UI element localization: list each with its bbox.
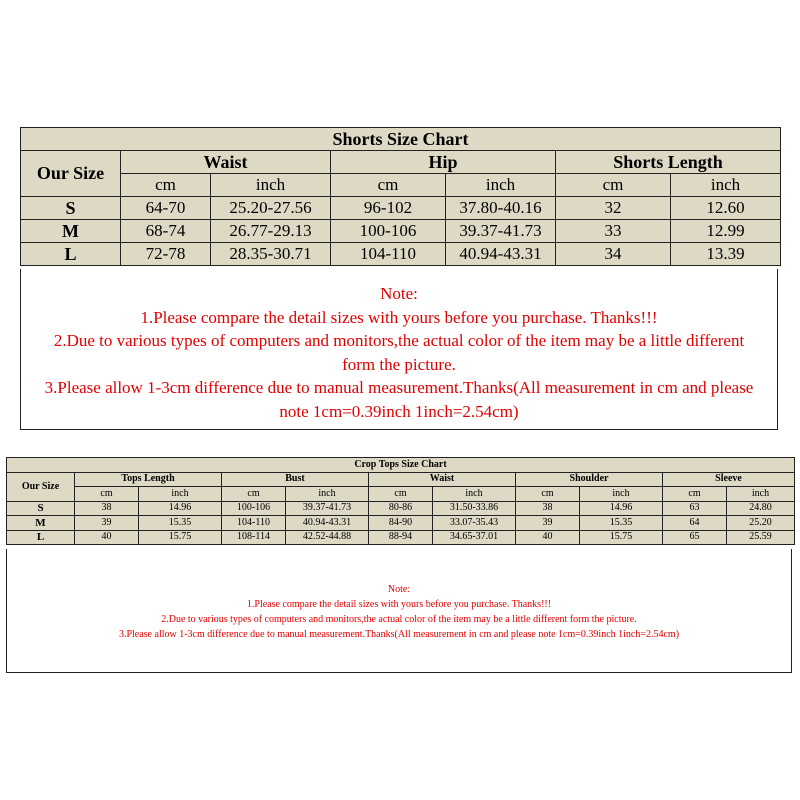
shoulder-header: Shoulder [516, 472, 663, 487]
table-cell: 63 [663, 501, 727, 516]
shorts-length-header: Shorts Length [556, 151, 781, 174]
table-cell: 37.80-40.16 [446, 197, 556, 220]
note-line: 3.Please allow 1-3cm difference due to manual measurement.Thanks(All measurement in cm and please note 1cm=0.39inch 1inch=2.54cm) [118, 629, 680, 640]
table-row [7, 501, 795, 516]
crop-note-box [6, 549, 792, 673]
unit-header: inch [671, 174, 781, 197]
size-label: S [21, 197, 121, 220]
note-heading: Note: [380, 284, 418, 303]
table-cell: 25.59 [727, 530, 795, 545]
table-cell: 88-94 [369, 530, 433, 545]
table-cell: 38 [75, 501, 139, 516]
unit-header: inch [580, 487, 663, 502]
table-row [21, 220, 781, 243]
table-cell: 14.96 [139, 501, 222, 516]
waist-header: Waist [369, 472, 516, 487]
hip-header: Hip [331, 151, 556, 174]
crop-tops-size-table [6, 457, 795, 545]
bust-header: Bust [222, 472, 369, 487]
table-cell: 104-110 [222, 516, 286, 531]
unit-header: cm [331, 174, 446, 197]
table-cell: 64-70 [121, 197, 211, 220]
sleeve-header: Sleeve [663, 472, 795, 487]
table-cell: 34 [556, 243, 671, 266]
unit-header: inch [727, 487, 795, 502]
tops-length-header: Tops Length [75, 472, 222, 487]
table-cell: 100-106 [331, 220, 446, 243]
unit-header: cm [222, 487, 286, 502]
table-cell: 39 [516, 516, 580, 531]
table-cell: 34.65-37.01 [433, 530, 516, 545]
table-row [7, 530, 795, 545]
size-label: L [7, 530, 75, 545]
shorts-size-table [20, 127, 781, 266]
table-cell: 40.94-43.31 [286, 516, 369, 531]
table-cell: 12.60 [671, 197, 781, 220]
table-cell: 25.20 [727, 516, 795, 531]
unit-header: cm [516, 487, 580, 502]
table-row [21, 197, 781, 220]
note-line: 2.Due to various types of computers and monitors,the actual color of the item may be a little different form the picture. [161, 614, 637, 625]
table-cell: 39 [75, 516, 139, 531]
table-cell: 39.37-41.73 [286, 501, 369, 516]
table-cell: 64 [663, 516, 727, 531]
unit-header: cm [556, 174, 671, 197]
table-cell: 40 [516, 530, 580, 545]
table-cell: 40 [75, 530, 139, 545]
table-cell: 100-106 [222, 501, 286, 516]
note-line: 1.Please compare the detail sizes with yours before you purchase. Thanks!!! [246, 599, 552, 610]
table-cell: 40.94-43.31 [446, 243, 556, 266]
table-cell: 84-90 [369, 516, 433, 531]
table-cell: 33 [556, 220, 671, 243]
table-row [21, 243, 781, 266]
table-cell: 15.75 [139, 530, 222, 545]
table-cell: 26.77-29.13 [211, 220, 331, 243]
unit-header: cm [121, 174, 211, 197]
waist-header: Waist [121, 151, 331, 174]
note-line: 1.Please compare the detail sizes with yours before you purchase. Thanks!!! [140, 307, 658, 327]
table-cell: 12.99 [671, 220, 781, 243]
table-cell: 28.35-30.71 [211, 243, 331, 266]
crop-chart-title: Crop Tops Size Chart [7, 458, 795, 473]
unit-header: inch [286, 487, 369, 502]
table-cell: 15.35 [580, 516, 663, 531]
table-cell: 72-78 [121, 243, 211, 266]
table-cell: 15.35 [139, 516, 222, 531]
table-cell: 31.50-33.86 [433, 501, 516, 516]
table-cell: 42.52-44.88 [286, 530, 369, 545]
table-cell: 25.20-27.56 [211, 197, 331, 220]
unit-header: cm [369, 487, 433, 502]
unit-header: inch [211, 174, 331, 197]
size-label: M [21, 220, 121, 243]
size-label: S [7, 501, 75, 516]
note-line: 2.Due to various types of computers and monitors,the actual color of the item may be a little different form the picture. [53, 331, 745, 374]
table-row [7, 516, 795, 531]
shorts-note-box [20, 269, 778, 430]
table-cell: 108-114 [222, 530, 286, 545]
table-cell: 65 [663, 530, 727, 545]
size-label: M [7, 516, 75, 531]
unit-header: inch [433, 487, 516, 502]
unit-header: inch [139, 487, 222, 502]
note-heading: Note: [387, 584, 411, 595]
shorts-chart-title: Shorts Size Chart [21, 128, 781, 151]
table-cell: 13.39 [671, 243, 781, 266]
table-cell: 104-110 [331, 243, 446, 266]
table-cell: 68-74 [121, 220, 211, 243]
unit-header: cm [663, 487, 727, 502]
our-size-header: Our Size [7, 472, 75, 501]
table-cell: 39.37-41.73 [446, 220, 556, 243]
table-cell: 14.96 [580, 501, 663, 516]
table-cell: 38 [516, 501, 580, 516]
unit-header: cm [75, 487, 139, 502]
table-cell: 96-102 [331, 197, 446, 220]
our-size-header: Our Size [21, 151, 121, 197]
note-line: 3.Please allow 1-3cm difference due to manual measurement.Thanks(All measurement in cm and please note 1cm=0.39inch 1inch=2.54cm) [44, 378, 754, 421]
table-cell: 24.80 [727, 501, 795, 516]
size-label: L [21, 243, 121, 266]
table-cell: 32 [556, 197, 671, 220]
table-cell: 15.75 [580, 530, 663, 545]
table-cell: 80-86 [369, 501, 433, 516]
table-cell: 33.07-35.43 [433, 516, 516, 531]
unit-header: inch [446, 174, 556, 197]
